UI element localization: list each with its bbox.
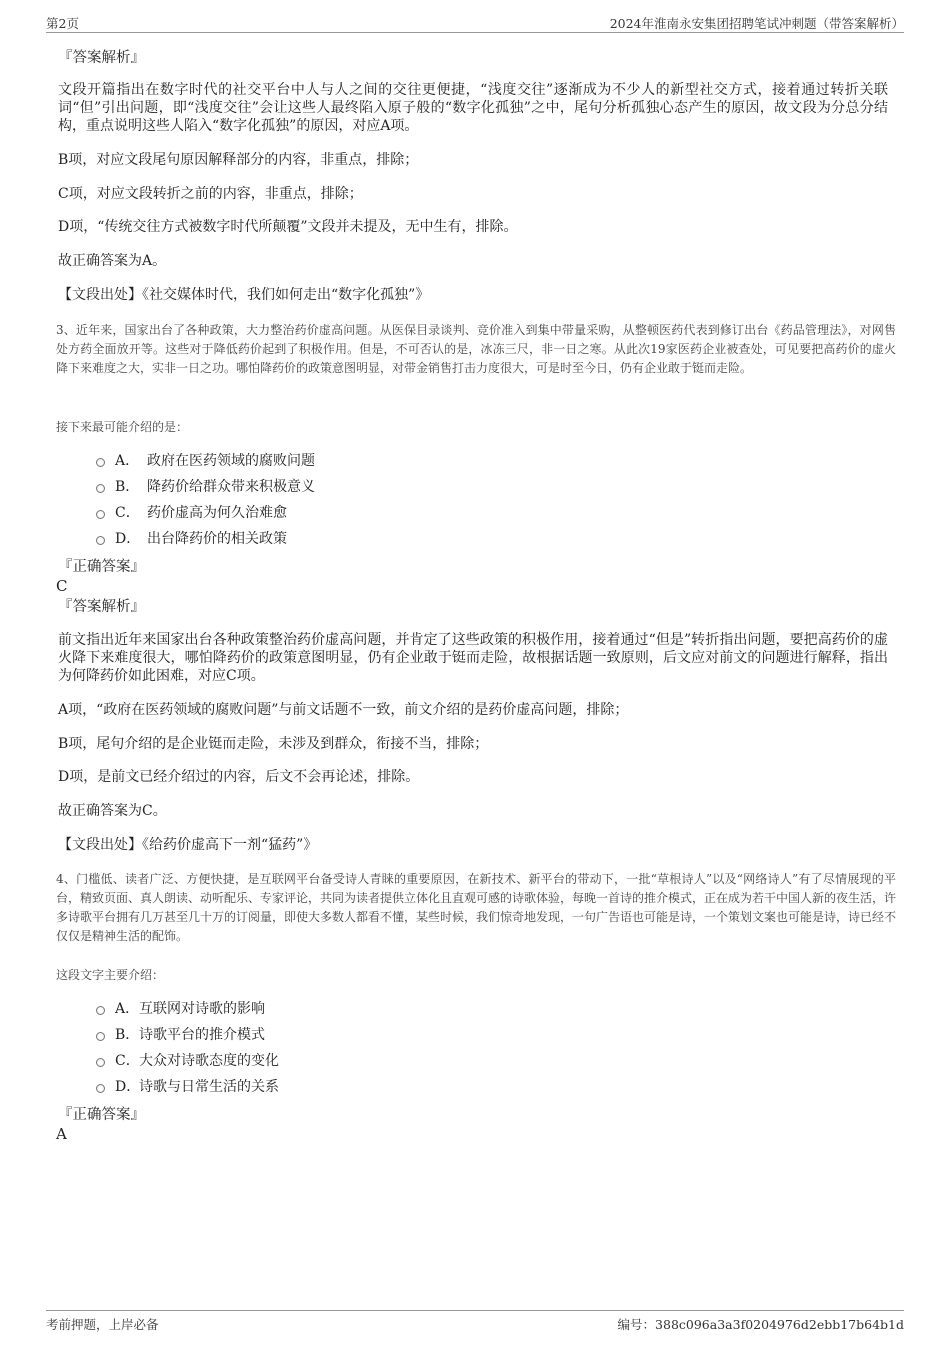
option-text: 药价虚高为何久治难愈	[147, 505, 287, 521]
radio-button-icon[interactable]	[96, 510, 105, 519]
q3-option-d[interactable]	[96, 529, 287, 549]
option-text: 出台降药价的相关政策	[147, 531, 287, 547]
radio-button-icon[interactable]	[96, 536, 105, 545]
option-letter: A．	[115, 453, 140, 469]
q3-elimination-a: A项，“政府在医药领域的腐败问题”与前文话题不一致，前文介绍的是药价虚高问题，排除；	[58, 702, 629, 718]
page-number: 第2页	[46, 16, 79, 31]
q3-correct-answer-label: 『正确答案』	[58, 559, 145, 575]
q2-analysis-label: 『答案解析』	[58, 50, 145, 66]
option-letter: B．	[115, 1027, 140, 1043]
q2-analysis-text: 文段开篇指出在数字时代的社交平台中人与人之间的交往更便捷，“浅度交往”逐渐成为不少人的新型社交方式，接着通过转折关联词“但”引出问题，即“浅度交往”会让这些人最终陷入原子般的“数字化孤独”之中，尾句分析孤独心态产生的原因，故文段为分总分结构，重点说明这些人陷入“数字化孤独”的原因，对应A项。	[58, 82, 888, 134]
q3-elimination-b: B项，尾句介绍的是企业铤而走险，未涉及到群众，衔接不当，排除；	[58, 736, 489, 752]
page-footer	[46, 1310, 904, 1335]
footer-slogan: 考前押题，上岸必备	[46, 1317, 159, 1332]
q2-conclusion: 故正确答案为A。	[58, 253, 167, 269]
option-text: 诗歌平台的推介模式	[139, 1027, 265, 1043]
radio-button-icon[interactable]	[96, 1058, 105, 1067]
q2-source: 【文段出处】《社交媒体时代，我们如何走出“数字化孤独”》	[58, 287, 430, 303]
radio-button-icon[interactable]	[96, 1032, 105, 1041]
q3-analysis-text: 前文指出近年来国家出台各种政策整治药价虚高问题，并肯定了这些政策的积极作用，接着通过“但是”转折指出问题，要把高药价的虚火降下来难度很大，哪怕降药价的政策意图明显，仍有企业敢于铤而走险，故根据话题一致原则，后文应对前文的问题进行解释，指出为何降药价如此困难，对应C项。	[58, 632, 888, 684]
q2-elimination-c: C项，对应文段转折之前的内容，非重点，排除；	[58, 186, 363, 202]
document-code: 编号：388c096a3a3f0204976d2ebb17b64b1d	[617, 1317, 904, 1332]
q4-prompt: 这段文字主要介绍：	[56, 968, 165, 982]
option-text: 政府在医药领域的腐败问题	[147, 453, 315, 469]
option-letter: D．	[115, 1079, 141, 1095]
document-title: 2024年淮南永安集团招聘笔试冲刺题（带答案解析）	[609, 16, 904, 31]
q4-correct-answer-label: 『正确答案』	[58, 1107, 145, 1123]
option-letter: A．	[115, 1001, 140, 1017]
option-text: 诗歌与日常生活的关系	[139, 1079, 279, 1095]
option-letter: D．	[115, 531, 141, 547]
option-text: 大众对诗歌态度的变化	[139, 1053, 279, 1069]
q3-conclusion: 故正确答案为C。	[58, 803, 167, 819]
option-letter: C．	[115, 505, 140, 521]
q4-correct-answer: A	[56, 1125, 67, 1143]
radio-button-icon[interactable]	[96, 1084, 105, 1093]
radio-button-icon[interactable]	[96, 458, 105, 467]
q3-elimination-d: D项，是前文已经介绍过的内容，后文不会再论述，排除。	[58, 769, 420, 785]
option-text: 降药价给群众带来积极意义	[147, 479, 315, 495]
q3-prompt: 接下来最可能介绍的是：	[56, 420, 189, 434]
q3-option-c[interactable]	[96, 503, 287, 523]
q4-question-text: 4、门槛低、读者广泛、方便快捷，是互联网平台备受诗人青睐的重要原因，在新技术、新平台的带动下，一批“草根诗人”以及“网络诗人”有了尽情展现的平台，精致页面、真人朗读、动听配乐、专家评论，共同为读者提供立体化且直观可感的诗歌体验，每晚一首诗的推介模式，正在成为若干中国人新的夜生活，许多诗歌平台拥有几万甚至几十万的订阅量，即使大多数人都看不懂，某些时候，我们惊奇地发现，一句广告语也可能是诗，一个策划文案也可能是诗，诗已经不仅仅是精神生活的配饰。	[56, 872, 897, 943]
q4-option-c[interactable]	[96, 1051, 279, 1071]
page-header	[46, 12, 904, 33]
q3-question-text: 3、近年来，国家出台了各种政策，大力整治药价虚高问题。从医保目录谈判、竞价准入到集中带量采购，从整顿医药代表到修订出台《药品管理法》，对网售处方药全面放开等。这些对于降低药价起到了积极作用。但是，不可否认的是，冰冻三尺，非一日之寒。从此次19家医药企业被查处，可见要把高药价的虚火降下来难度之大，实非一日之功。哪怕降药价的政策意图明显，对带金销售打击力度很大，可是时至今日，仍有企业敢于铤而走险。	[56, 323, 896, 375]
q4-option-a[interactable]	[96, 999, 265, 1019]
option-letter: B．	[115, 479, 140, 495]
q3-analysis-label: 『答案解析』	[58, 599, 145, 615]
q2-elimination-d: D项，“传统交往方式被数字时代所颠覆”文段并未提及，无中生有，排除。	[58, 219, 518, 235]
q4-option-d[interactable]	[96, 1077, 279, 1097]
q3-option-a[interactable]	[96, 451, 315, 471]
radio-button-icon[interactable]	[96, 1006, 105, 1015]
radio-button-icon[interactable]	[96, 484, 105, 493]
q2-elimination-b: B项，对应文段尾句原因解释部分的内容，非重点，排除；	[58, 152, 419, 168]
option-letter: C．	[115, 1053, 140, 1069]
q3-option-b[interactable]	[96, 477, 315, 497]
q4-option-b[interactable]	[96, 1025, 265, 1045]
q3-source: 【文段出处】《给药价虚高下一剂“猛药”》	[58, 837, 318, 853]
option-text: 互联网对诗歌的影响	[139, 1001, 265, 1017]
q3-correct-answer: C	[56, 577, 68, 595]
